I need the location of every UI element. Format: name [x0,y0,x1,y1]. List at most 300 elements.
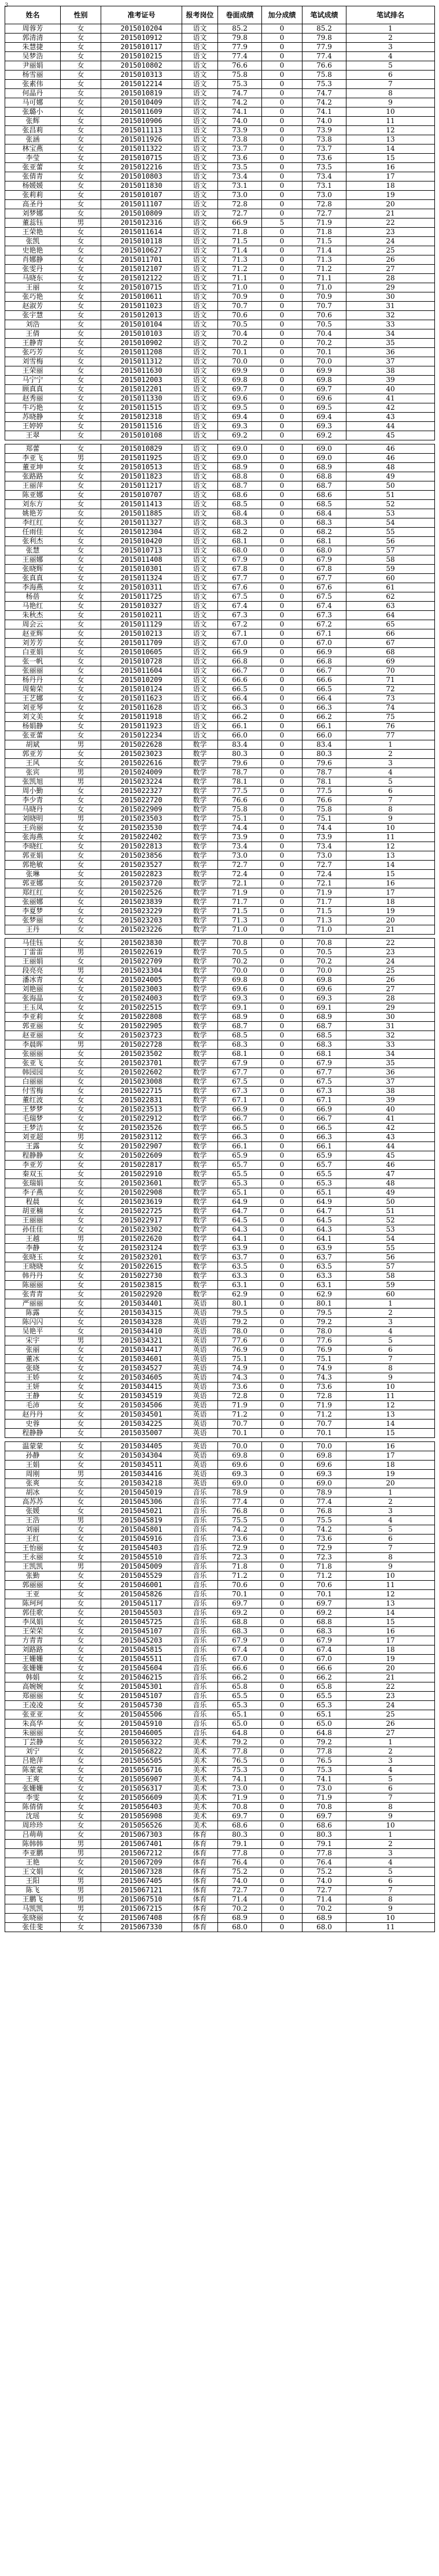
cell-written-score: 69.8 [302,376,346,385]
cell-written-rank: 16 [346,163,435,172]
cell-id: 2015011823 [101,472,182,481]
cell-name: 王文娟 [5,1867,61,1877]
cell-sex: 女 [61,43,101,52]
cell-sex: 女 [61,491,101,500]
table-row [5,1673,435,1682]
cell-bonus: 0 [262,898,302,907]
cell-sex: 女 [61,1013,101,1022]
cell-sex: 女 [61,833,101,842]
cell-name: 丁雷雷 [5,948,61,957]
cell-sex: 女 [61,1142,101,1151]
table-row [5,759,435,768]
cell-exam-score: 66.4 [218,694,262,703]
cell-sex: 女 [61,620,101,629]
cell-id: 2015010713 [101,546,182,555]
cell-name: 王晓晓 [5,1262,61,1272]
cell-written-rank: 59 [346,1281,435,1290]
cell-written-rank: 4 [346,768,435,777]
cell-written-rank: 53 [346,509,435,518]
cell-name: 史艳艳 [5,246,61,255]
table-row [5,1216,435,1225]
cell-written-score: 62.9 [302,1290,346,1299]
cell-post: 数学 [182,1290,218,1299]
cell-exam-score: 72.7 [218,1886,262,1895]
cell-sex: 女 [61,1461,101,1470]
cell-exam-score: 66.7 [218,1114,262,1124]
cell-sex: 女 [61,1124,101,1133]
cell-exam-score: 68.3 [218,1040,262,1050]
cell-post: 语文 [182,648,218,657]
cell-id: 2015022526 [101,888,182,898]
cell-post: 语文 [182,565,218,574]
table-row [5,1022,435,1031]
cell-id: 2015010829 [101,444,182,454]
cell-written-rank: 20 [346,200,435,209]
cell-written-score: 65.1 [302,1188,346,1198]
cell-written-score: 77.8 [302,1849,346,1858]
cell-bonus: 0 [262,676,302,685]
cell-post: 数学 [182,1170,218,1179]
cell-exam-score: 65.5 [218,1170,262,1179]
cell-post: 语文 [182,694,218,703]
cell-post: 语文 [182,191,218,200]
cell-exam-score: 68.9 [218,463,262,472]
cell-written-rank: 8 [346,1803,435,1812]
cell-bonus: 0 [262,1553,302,1562]
cell-name: 陈韩韩 [5,1840,61,1849]
cell-name: 王丽娟 [5,957,61,966]
cell-name: 王亚 [5,1590,61,1599]
cell-name: 吕萌萌 [5,1830,61,1840]
cell-exam-score: 72.1 [218,879,262,888]
cell-bonus: 0 [262,1442,302,1451]
cell-written-score: 75.5 [302,1516,346,1525]
cell-written-rank: 49 [346,1188,435,1198]
cell-bonus: 0 [262,117,302,126]
table-row [5,1719,435,1729]
cell-name: 李亚芳 [5,1161,61,1170]
cell-id: 2015011023 [101,302,182,311]
cell-exam-score: 73.5 [218,163,262,172]
cell-exam-score: 80.1 [218,1299,262,1309]
table-row [5,1281,435,1290]
table-row [5,1188,435,1198]
cell-id: 2015011614 [101,228,182,237]
cell-id: 2015034511 [101,1461,182,1470]
cell-bonus: 0 [262,861,302,870]
table-row [5,1410,435,1419]
cell-sex: 女 [61,1581,101,1590]
cell-name: 张晓 [5,1364,61,1373]
cell-written-rank: 41 [346,394,435,403]
cell-id: 2015034527 [101,1364,182,1373]
cell-id: 2015012304 [101,528,182,537]
cell-written-rank: 4 [346,1327,435,1336]
cell-written-rank: 53 [346,1225,435,1235]
cell-post: 语文 [182,592,218,602]
cell-id: 2015067330 [101,1923,182,1932]
cell-id: 2015011408 [101,555,182,565]
cell-sex: 女 [61,154,101,163]
table-row [5,1692,435,1701]
cell-name: 陈飞 [5,1886,61,1895]
table-row [5,117,435,126]
cell-sex: 男 [61,948,101,957]
cell-written-rank: 44 [346,1142,435,1151]
table-row [5,740,435,750]
cell-post: 音乐 [182,1692,218,1701]
cell-exam-score: 75.3 [218,80,262,89]
cell-bonus: 0 [262,759,302,768]
cell-post: 数学 [182,851,218,861]
table-row [5,481,435,491]
cell-written-rank: 65 [346,620,435,629]
cell-sex: 女 [61,1309,101,1318]
cell-post: 英语 [182,1364,218,1373]
cell-bonus: 0 [262,1031,302,1040]
cell-name: 张昌莉 [5,126,61,135]
cell-post: 美术 [182,1784,218,1793]
cell-exam-score: 69.8 [218,1451,262,1461]
cell-name: 王风 [5,759,61,768]
cell-bonus: 0 [262,1738,302,1747]
cell-name: 郭亚芳 [5,750,61,759]
cell-name: 刘浩 [5,320,61,329]
cell-exam-score: 72.7 [218,861,262,870]
cell-post: 英语 [182,1479,218,1488]
cell-bonus: 0 [262,1840,302,1849]
cell-written-score: 64.9 [302,1198,346,1207]
cell-sex: 女 [61,1419,101,1429]
cell-name: 张涵 [5,135,61,144]
cell-exam-score: 69.9 [218,366,262,376]
cell-post: 音乐 [182,1719,218,1729]
cell-bonus: 0 [262,135,302,144]
cell-written-rank: 22 [346,1682,435,1692]
cell-sex: 女 [61,89,101,98]
cell-bonus: 0 [262,1077,302,1087]
table-row [5,966,435,976]
cell-written-score: 70.8 [302,939,346,948]
cell-written-rank: 33 [346,1040,435,1050]
cell-sex: 女 [61,1627,101,1636]
cell-name: 杨蓓 [5,592,61,602]
cell-written-rank: 12 [346,1590,435,1599]
cell-id: 2015056526 [101,1821,182,1830]
cell-exam-score: 65.1 [218,1710,262,1719]
cell-sex: 女 [61,302,101,311]
cell-id: 2015045916 [101,1535,182,1544]
cell-written-rank: 41 [346,1114,435,1124]
cell-id: 2015010103 [101,329,182,339]
table-row [5,1498,435,1507]
cell-bonus: 0 [262,366,302,376]
cell-post: 数学 [182,1031,218,1040]
cell-written-score: 67.1 [302,629,346,639]
cell-exam-score: 68.8 [218,1618,262,1627]
cell-post: 语文 [182,52,218,61]
cell-written-rank: 39 [346,376,435,385]
cell-bonus: 0 [262,1803,302,1812]
cell-name: 吴艳平 [5,1327,61,1336]
cell-bonus: 0 [262,509,302,518]
cell-id: 2015023526 [101,1124,182,1133]
cell-bonus: 0 [262,89,302,98]
cell-exam-score: 70.5 [218,948,262,957]
cell-post: 数学 [182,1124,218,1133]
cell-bonus: 0 [262,985,302,994]
cell-written-score: 66.3 [302,1133,346,1142]
cell-post: 音乐 [182,1562,218,1571]
cell-sex: 女 [61,1216,101,1225]
cell-post: 语文 [182,71,218,80]
cell-bonus: 0 [262,1068,302,1077]
table-row [5,805,435,814]
cell-name: 吴梦浩 [5,52,61,61]
cell-id: 2015011630 [101,366,182,376]
cell-sex: 女 [61,1498,101,1507]
table-row [5,1858,435,1867]
cell-id: 2015034605 [101,1373,182,1382]
cell-post: 音乐 [182,1655,218,1664]
cell-written-rank: 6 [346,1877,435,1886]
cell-bonus: 0 [262,824,302,833]
cell-exam-score: 72.7 [218,209,262,218]
cell-sex: 女 [61,1059,101,1068]
cell-bonus: 0 [262,1262,302,1272]
cell-written-score: 67.4 [302,602,346,611]
cell-sex: 男 [61,1235,101,1244]
cell-written-rank: 7 [346,796,435,805]
cell-name: 赵亚丽 [5,1031,61,1040]
cell-written-rank: 28 [346,994,435,1003]
table-row [5,191,435,200]
cell-name: 张雯丹 [5,265,61,274]
cell-id: 2015010802 [101,61,182,71]
cell-exam-score: 69.3 [218,994,262,1003]
cell-bonus: 0 [262,851,302,861]
cell-exam-score: 73.0 [218,851,262,861]
table-row [5,939,435,948]
table-row [5,1429,435,1438]
cell-exam-score: 63.1 [218,1281,262,1290]
cell-post: 英语 [182,1309,218,1318]
cell-exam-score: 73.0 [218,1784,262,1793]
cell-written-rank: 11 [346,833,435,842]
cell-name: 刘雪梅 [5,357,61,366]
cell-sex: 女 [61,851,101,861]
cell-sex: 女 [61,1488,101,1498]
cell-exam-score: 79.8 [218,34,262,43]
cell-written-score: 68.7 [302,1022,346,1031]
cell-written-rank: 44 [346,422,435,431]
cell-written-score: 75.1 [302,814,346,824]
cell-id: 2015022615 [101,1262,182,1272]
table-row [5,1262,435,1272]
table-row [5,385,435,394]
cell-written-score: 74.4 [302,824,346,833]
cell-name: 朱丽丽 [5,1729,61,1738]
cell-post: 语文 [182,246,218,255]
cell-id: 2015024009 [101,768,182,777]
cell-written-score: 65.5 [302,1692,346,1701]
cell-post: 数学 [182,907,218,916]
cell-id: 2015045503 [101,1608,182,1618]
cell-name: 付雪梅 [5,1087,61,1096]
cell-bonus: 0 [262,1087,302,1096]
cell-bonus: 0 [262,916,302,925]
cell-exam-score: 73.9 [218,126,262,135]
cell-name: 张姗姗 [5,1784,61,1793]
table-row [5,329,435,339]
table-row [5,154,435,163]
cell-post: 语文 [182,500,218,509]
cell-id: 2015023124 [101,1244,182,1253]
cell-sex: 男 [61,1040,101,1050]
cell-written-rank: 8 [346,89,435,98]
cell-written-score: 85.2 [302,24,346,34]
cell-written-score: 69.3 [302,422,346,431]
table-row [5,357,435,366]
table-row [5,24,435,34]
cell-written-rank: 10 [346,108,435,117]
cell-exam-score: 70.1 [218,1429,262,1438]
cell-exam-score: 68.8 [218,472,262,481]
cell-written-score: 77.4 [302,1498,346,1507]
cell-exam-score: 71.8 [218,228,262,237]
cell-post: 数学 [182,768,218,777]
table-row [5,1645,435,1655]
cell-exam-score: 76.6 [218,61,262,71]
cell-exam-score: 75.2 [218,1867,262,1877]
table-row [5,172,435,181]
cell-written-score: 68.5 [302,1031,346,1040]
cell-written-rank: 20 [346,1664,435,1673]
cell-sex: 女 [61,1031,101,1040]
cell-written-rank: 13 [346,851,435,861]
cell-exam-score: 79.2 [218,1318,262,1327]
cell-exam-score: 65.3 [218,1179,262,1188]
cell-written-rank: 7 [346,1793,435,1803]
cell-sex: 女 [61,907,101,916]
cell-bonus: 0 [262,1664,302,1673]
cell-id: 2015010104 [101,320,182,329]
header-post: 报考岗位 [182,6,218,24]
cell-post: 数学 [182,898,218,907]
cell-exam-score: 72.9 [218,1544,262,1553]
cell-sex: 女 [61,283,101,292]
table-row [5,265,435,274]
cell-sex: 女 [61,1756,101,1766]
cell-name: 潘冰青 [5,976,61,985]
cell-sex: 女 [61,181,101,191]
cell-written-rank: 77 [346,731,435,740]
cell-id: 2015011609 [101,108,182,117]
cell-written-score: 72.7 [302,1886,346,1895]
cell-post: 英语 [182,1419,218,1429]
cell-id: 2015011923 [101,722,182,731]
cell-bonus: 0 [262,657,302,666]
cell-exam-score: 75.1 [218,814,262,824]
cell-written-score: 74.2 [302,1525,346,1535]
cell-bonus: 0 [262,685,302,694]
table-row [5,870,435,879]
cell-name: 刘路路 [5,1645,61,1655]
cell-id: 2015035007 [101,1429,182,1438]
cell-name: 孙静 [5,1451,61,1461]
cell-name: 王荣艳 [5,228,61,237]
cell-written-score: 68.9 [302,1914,346,1923]
cell-id: 2015067408 [101,1914,182,1923]
cell-written-score: 66.9 [302,648,346,657]
cell-post: 语文 [182,574,218,583]
table-row [5,98,435,108]
cell-id: 2015023701 [101,1059,182,1068]
cell-written-rank: 16 [346,879,435,888]
cell-post: 数学 [182,1013,218,1022]
cell-post: 语文 [182,546,218,555]
table-row [5,1830,435,1840]
cell-written-rank: 30 [346,292,435,302]
cell-post: 语文 [182,403,218,413]
header-written-rank: 笔试排名 [346,6,435,24]
cell-bonus: 0 [262,431,302,440]
cell-name: 陈倩倩 [5,1803,61,1812]
cell-written-rank: 2 [346,1747,435,1756]
table-row [5,1701,435,1710]
cell-id: 2015011604 [101,666,182,676]
table-row [5,639,435,648]
cell-id: 2015022619 [101,948,182,957]
cell-bonus: 0 [262,1701,302,1710]
cell-id: 2015010118 [101,237,182,246]
cell-sex: 女 [61,200,101,209]
cell-name: 陈珂珂 [5,1599,61,1608]
cell-written-rank: 66 [346,629,435,639]
cell-written-rank: 14 [346,1419,435,1429]
cell-post: 语文 [182,237,218,246]
cell-sex: 女 [61,117,101,126]
cell-sex: 女 [61,1645,101,1655]
cell-id: 2015023513 [101,1105,182,1114]
cell-sex: 男 [61,777,101,787]
cell-post: 语文 [182,218,218,228]
cell-bonus: 0 [262,1318,302,1327]
cell-sex: 女 [61,246,101,255]
cell-post: 体育 [182,1840,218,1849]
cell-post: 数学 [182,1059,218,1068]
cell-written-rank: 72 [346,685,435,694]
cell-exam-score: 77.8 [218,1849,262,1858]
cell-bonus: 0 [262,181,302,191]
cell-post: 体育 [182,1914,218,1923]
cell-id: 2015067303 [101,1830,182,1840]
cell-exam-score: 65.1 [218,1188,262,1198]
cell-written-rank: 37 [346,1077,435,1087]
cell-id: 2015011324 [101,574,182,583]
cell-exam-score: 76.4 [218,1858,262,1867]
cell-id: 2015023839 [101,898,182,907]
cell-post: 数学 [182,994,218,1003]
cell-sex: 女 [61,1812,101,1821]
table-row [5,703,435,713]
cell-post: 美术 [182,1747,218,1756]
cell-post: 美术 [182,1775,218,1784]
cell-sex: 女 [61,357,101,366]
cell-written-rank: 37 [346,357,435,366]
cell-id: 2015010728 [101,657,182,666]
cell-sex: 女 [61,1599,101,1608]
